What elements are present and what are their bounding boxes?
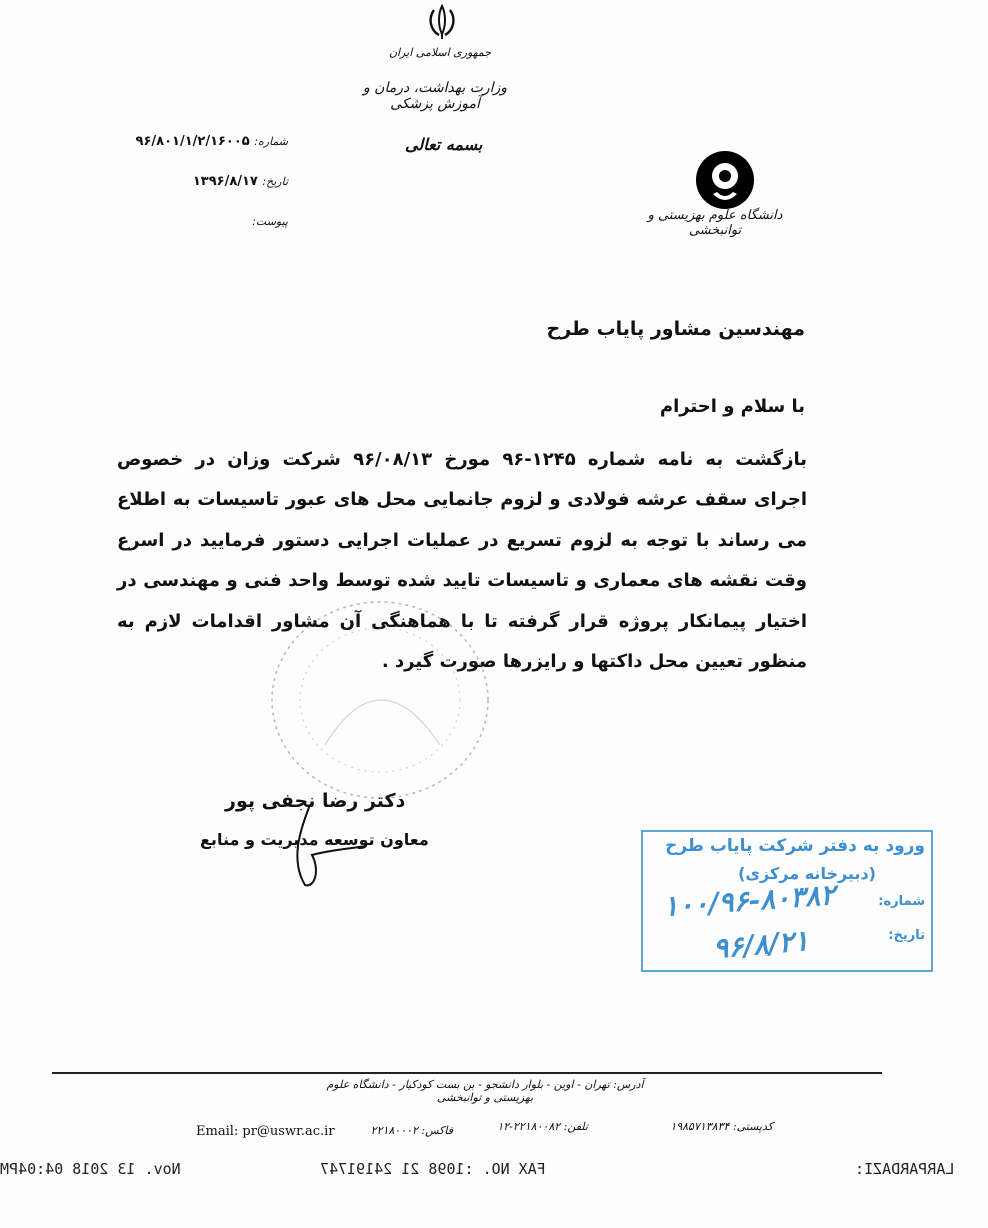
footer-email: Email: pr@uswr.ac.ir: [196, 1124, 335, 1139]
stamp-date-label: تاریخ:: [888, 928, 925, 943]
fax-label: فاکس:: [421, 1124, 453, 1137]
invocation: بسمه تعالی: [405, 135, 483, 154]
fax-header-number: FAX NO. :1098 21 24191747: [320, 1160, 546, 1178]
ministry-name: وزارت بهداشت، درمان و آموزش پزشکی: [362, 80, 508, 112]
university-seal-icon: [265, 595, 495, 805]
stamp-number: ۱۰۰/۹۶-۸۰۳۸۲: [662, 878, 837, 923]
fax-number: ۲۲۱۸۰۰۰۲: [370, 1124, 418, 1137]
handwritten-signature-icon: [270, 800, 370, 890]
signer-name: دکتر رضا نجفی پور: [225, 790, 406, 812]
fax-header-sender: LARPARDAZI:: [855, 1160, 955, 1178]
signer-title: معاون توسعه مدیریت و منابع: [200, 830, 429, 849]
postal-code: ۱۹۸۵۷۱۳۸۳۴: [670, 1120, 730, 1133]
letter-date: ۱۳۹۶/۸/۱۷: [192, 174, 258, 189]
letter-number: ۹۶/۸۰۱/۱/۲/۱۶۰۰۵: [135, 134, 250, 149]
letter-number-row: [136, 134, 288, 149]
postal-code-label: کدپستی:: [732, 1120, 773, 1133]
university-logo-icon: [693, 148, 757, 212]
stamp-title: ورود به دفتر شرکت پایاب طرح: [665, 836, 925, 856]
government-name: جمهوری اسلامی ایران: [388, 46, 492, 59]
recipient: مهندسین مشاور پایاب طرح: [546, 318, 805, 340]
footer-divider: [52, 1072, 882, 1074]
stamp-date: ۹۶/۸/۲۱: [711, 923, 810, 966]
footer-address: آدرس: تهران - اوین - بلوار دانشجو - بن بست کودکیار - دانشگاه علوم بهزیستی و توانبخشی: [326, 1078, 644, 1104]
reception-stamp: [641, 830, 933, 972]
stamp-subtitle: (دبیرخانه مرکزی): [738, 864, 876, 883]
number-label: شماره:: [254, 135, 288, 148]
letter-body: بازگشت به نامه شماره ۱۲۴۵-۹۶ مورخ ۹۶/۰۸/۱۳ شرکت وزان در خصوص اجرای سقف عرشه فولادی و لزوم جانمایی محل های عبور تاسیسات به اطلاع می رساند با توجه به لزوم تسریع در عملیات اجرایی دستور فرمایید در اسرع وقت نقشه های معماری و تاسیسات تایید شده توسط واحد فنی و مهندسی در اختیار پیمانکار پروژه قرار گرفته تا با هماهنگی آن مشاور اقدامات لازم به منظور تعیین محل داکتها و رایزرها صورت گیرد .: [117, 449, 807, 673]
greeting: با سلام و احترام: [659, 396, 805, 417]
phone-number: ۲۲۱۸۰۰۸۲-۱۲: [497, 1120, 561, 1133]
phone-row: [497, 1120, 588, 1133]
letter-date-row: [193, 174, 288, 189]
stamp-number-label: شماره:: [878, 894, 925, 909]
attachment-row: [252, 214, 288, 229]
attachment-label: پیوست:: [252, 215, 288, 228]
postal-code-row: [670, 1120, 773, 1133]
fax-header-timestamp: Nov. 13 2018 04:04PM: [0, 1160, 181, 1178]
date-label: تاریخ:: [262, 175, 288, 188]
university-name: دانشگاه علوم بهزیستی و توانبخشی: [647, 208, 783, 238]
fax-row: [371, 1124, 453, 1137]
phone-label: تلفن:: [563, 1120, 588, 1133]
iran-emblem-icon: [425, 4, 459, 40]
